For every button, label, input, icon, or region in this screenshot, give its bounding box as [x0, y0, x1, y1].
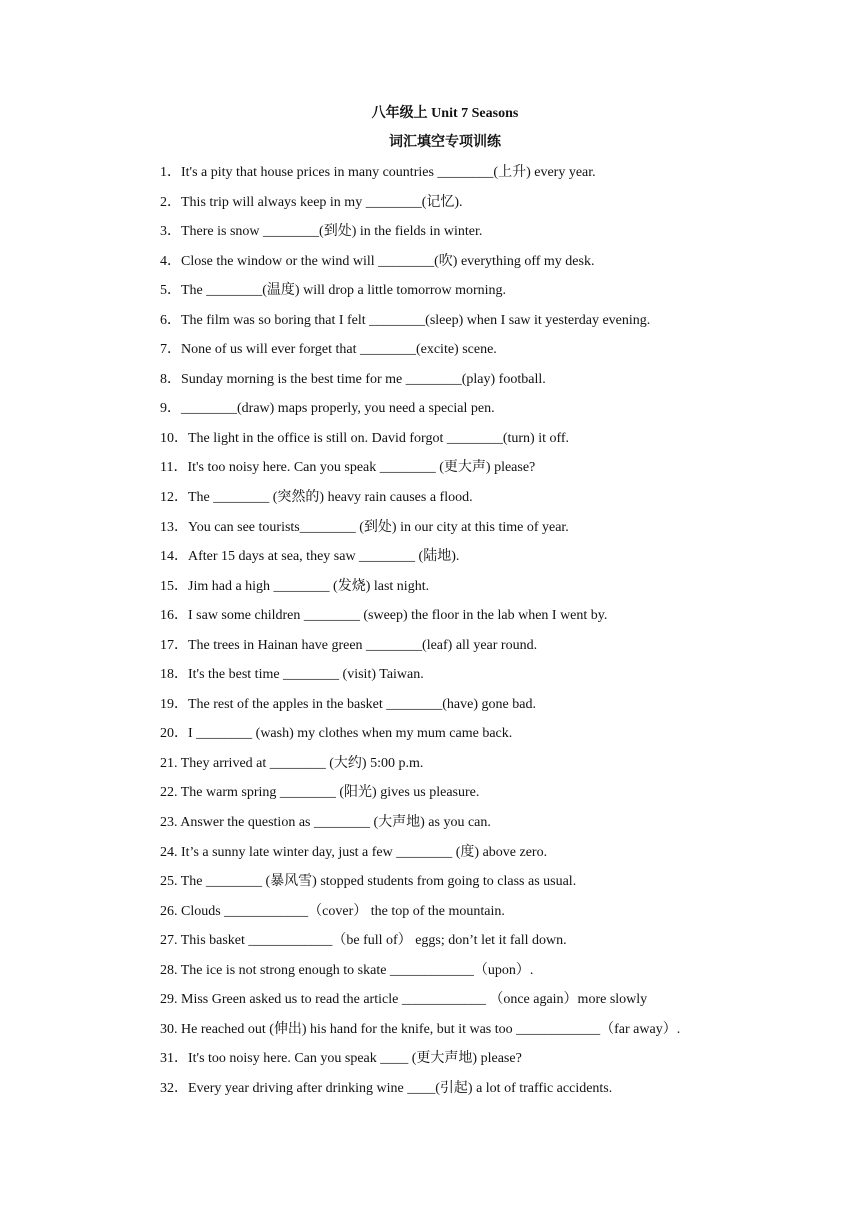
question-item: 15．Jim had a high ________ (发烧) last night. — [160, 578, 430, 594]
question-item: 7．None of us will ever forget that ________(excite) scene. — [160, 342, 497, 358]
worksheet-title: 八年级上 Unit 7 Seasons — [371, 106, 519, 121]
question-item: 28. The ice is not strong enough to skate ____________（upon）. — [160, 962, 534, 978]
question-item: 24. It’s a sunny late winter day, just a few ________ (度) above zero. — [160, 844, 548, 860]
question-item: 19．The rest of the apples in the basket ________(have) gone bad. — [160, 696, 536, 712]
question-item: 14．After 15 days at sea, they saw ________ (陆地). — [160, 549, 460, 565]
question-item: 29. Miss Green asked us to read the article ____________ （once again）more slowly — [160, 992, 648, 1008]
question-item: 3．There is snow ________(到处) in the fields in winter. — [160, 224, 483, 240]
question-item: 32．Every year driving after drinking wine ____(引起) a lot of traffic accidents. — [160, 1080, 613, 1096]
question-item: 26. Clouds ____________（cover） the top of the mountain. — [160, 903, 505, 919]
question-item: 27. This basket ____________（be full of） eggs; don’t let it fall down. — [160, 933, 567, 949]
question-item: 5．The ________(温度) will drop a little tomorrow morning. — [160, 283, 507, 299]
worksheet-subtitle: 词汇填空专项训练 — [389, 135, 501, 150]
question-item: 2．This trip will always keep in my ________(记忆). — [160, 194, 463, 210]
question-item: 25. The ________ (暴风雪) stopped students from going to class as usual. — [160, 874, 577, 890]
question-item: 31．It's too noisy here. Can you speak ____ (更大声地) please? — [160, 1051, 522, 1067]
question-item: 8．Sunday morning is the best time for me ________(play) football. — [160, 371, 546, 387]
question-item: 17．The trees in Hainan have green ________(leaf) all year round. — [160, 637, 538, 653]
question-item: 13．You can see tourists________ (到处) in our city at this time of year. — [160, 519, 569, 535]
question-item: 4．Close the window or the wind will ________(吹) everything off my desk. — [160, 253, 595, 269]
question-item: 11．It's too noisy here. Can you speak ________ (更大声) please? — [160, 460, 536, 476]
question-item: 18．It's the best time ________ (visit) Taiwan. — [160, 667, 424, 683]
question-item: 16．I saw some children ________ (sweep) the floor in the lab when I went by. — [160, 608, 608, 624]
question-item: 20．I ________ (wash) my clothes when my mum came back. — [160, 726, 513, 742]
question-list — [160, 163, 840, 1109]
question-item: 1．It's a pity that house prices in many countries ________(上升) every year. — [160, 165, 596, 180]
question-item: 10．The light in the office is still on. David forgot ________(turn) it off. — [160, 430, 570, 446]
question-item: 12．The ________ (突然的) heavy rain causes a flood. — [160, 490, 473, 506]
question-item: 30. He reached out (伸出) his hand for the knife, but it was too ____________（far away）. — [160, 1021, 681, 1037]
question-item: 9．________(draw) maps properly, you need a special pen. — [160, 401, 495, 417]
question-item: 21. They arrived at ________ (大约) 5:00 p.m. — [160, 755, 424, 771]
question-item: 6．The film was so boring that I felt ________(sleep) when I saw it yesterday evening. — [160, 312, 651, 328]
question-item: 23. Answer the question as ________ (大声地) as you can. — [160, 815, 491, 831]
question-item: 22. The warm spring ________ (阳光) gives us pleasure. — [160, 785, 480, 801]
